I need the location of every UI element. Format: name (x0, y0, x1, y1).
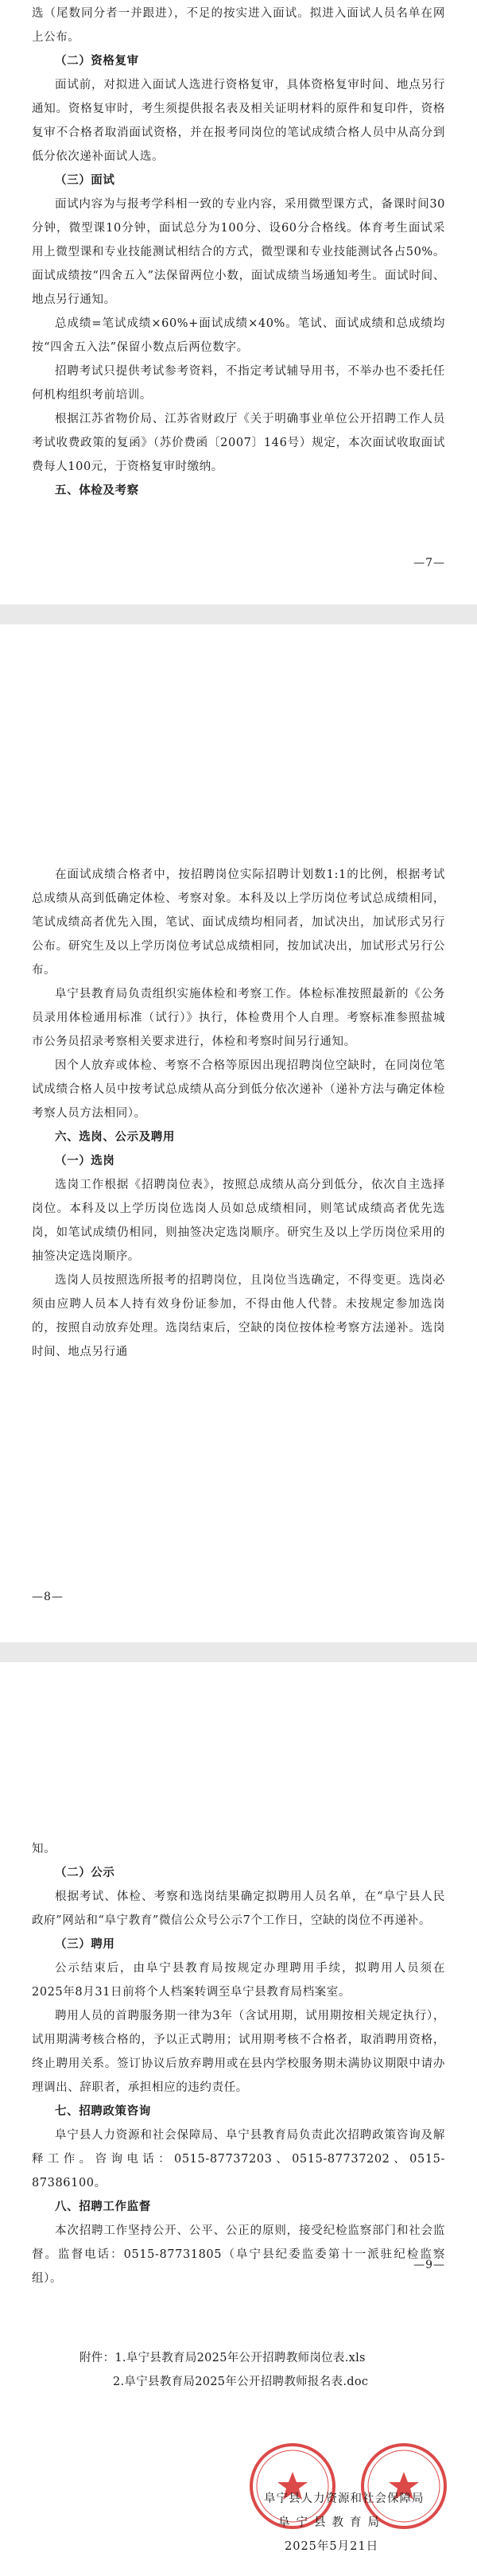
page-8-paragraph: 在面试成绩合格者中，按招聘岗位实际招聘计划数1:1的比例，根据考试总成绩从高到低确定体检、考察对象。本科及以上学历岗位考试总成绩相同，笔试成绩高者优先入围，笔试、面试成绩均相同者，加试决出，加试形式另行公布。研究生及以上学历岗位考试总成绩相同，按加试决出，加试形式另行公布。 (32, 868, 445, 977)
signer-education-bureau: 阜宁县教育局 (278, 2516, 386, 2529)
page-7-body (32, 0, 445, 503)
page-7-paragraph: （二）资格复审 (55, 54, 139, 68)
attachment-2: 2.阜宁县教育局2025年公开招聘教师报名表.doc (113, 2376, 369, 2388)
page-7-paragraph: 面试内容为与报考学科相一致的专业内容，采用微型课方式，备课时间30分钟，微型课10分钟，面试总分为100分、设60分合格线。体育考生面试采用上微型课和专业技能测试相结合的方式，微型课和专业技能测试各占50%。面试成绩按“四舍五入”法保留两位小数，面试成绩当场通知考生。面试时间、地点另行通知。 (32, 198, 445, 306)
page-9-paragraph: 阜宁县人力资源和社会保障局、阜宁县教育局负责此次招聘政策咨询及解释工作。咨询电话：0515-87737203、0515-87737202、0515-87386100。 (32, 2129, 445, 2189)
page-7-paragraph: 总成绩=笔试成绩×60%+面试成绩×40%。笔试、面试成绩和总成绩均按“四舍五入法”保留小数点后两位数字。 (32, 317, 445, 354)
attachment-1: 附件：1.阜宁县教育局2025年公开招聘教师岗位表.xls (80, 2352, 366, 2364)
page-7-paragraph: 面试前，对拟进入面试人选进行资格复审，具体资格复审时间、地点另行通知。资格复审时，考生须提供报名表及相关证明材料的原件和复印件，资格复审不合格者取消面试资格，并在报考同岗位的笔试成绩合格人员中从高分到低分依次递补面试人选。 (32, 79, 445, 163)
page-9-paragraph: （三）聘用 (55, 1937, 115, 1951)
page-8-paragraph: 阜宁县教育局负责组织实施体检和考察工作。体检标准按照最新的《公务员录用体检通用标准（试行）》执行，体检费用个人自理。考察标准参照盐城市公务员招录考察相关要求进行，体检和考察时间另行通知。 (32, 988, 445, 1048)
page-number: —8— (32, 1591, 64, 1603)
page-9-paragraph: （二）公示 (55, 1866, 115, 1879)
page-9-paragraph: 七、招聘政策咨询 (55, 2104, 151, 2118)
page-9-paragraph: 聘用人员的首聘服务期一律为3年（含试用期，试用期按相关规定执行），试用期满考核合格的，予以正式聘用；试用期考核不合格者，取消聘用资格，终止聘用关系。签订协议后放弃聘用或在县内学校服务期未满协议期限中请办理调出、辞职者，承担相应的违约责任。 (32, 2010, 445, 2094)
page-7-paragraph: 五、体检及考察 (55, 484, 139, 497)
page-9-paragraph: 公示结束后，由阜宁县教育局按规定办理聘用手续，拟聘用人员须在2025年8月31日前将个人档案转调至阜宁县教育局档案室。 (32, 1962, 445, 1999)
page-9-paragraph: 八、招聘工作监督 (55, 2200, 151, 2213)
page-9-body (32, 1662, 445, 2290)
page-7-paragraph: 招聘考试只提供考试参考资料，不指定考试辅导用书，不举办也不委托任何机构组织考前培训。 (32, 365, 445, 402)
page-number: —7— (413, 557, 445, 569)
page-8-paragraph: 因个人放弃或体检、考察不合格等原因出现招聘岗位空缺时，在同岗位笔试成绩合格人员中按考试总成绩从高分到低分依次递补（递补方法与确定体检考察人员方法相同）。 (32, 1059, 445, 1120)
document-page-7 (0, 0, 477, 604)
page-9-paragraph: 本次招聘工作坚持公开、公平、公正的原则，接受纪检监察部门和社会监督。监督电话：0515-87731805（阜宁县纪委监委第十一派驻纪检监察组）。 (32, 2224, 445, 2285)
page-number: —9— (413, 2259, 445, 2271)
page-8-paragraph: 选岗工作根据《招聘岗位表》，按照总成绩从高分到低分，依次自主选择岗位。本科及以上学历岗位选岗人员如总成绩相同，则笔试成绩高者优先选岗，如笔试成绩仍相同，则抽签决定选岗顺序。研究生及以上学历岗位采用的抽签决定选岗顺序。 (32, 1179, 445, 1263)
signer-hrss: 阜宁县人力资源和社会保障局 (264, 2492, 425, 2505)
document-page-9 (0, 1662, 477, 2576)
page-7-paragraph: 根据江苏省物价局、江苏省财政厅《关于明确事业单位公开招聘工作人员考试收费政策的复函》（苏价费函〔2007〕146号）规定，本次面试收取面试费每人100元，于资格复审时缴纳。 (32, 413, 445, 473)
page-8-paragraph: （一）选岗 (55, 1154, 115, 1168)
page-8-body (32, 624, 445, 1364)
page-8-paragraph: 选岗人员按照选所报考的招聘岗位，且岗位当选确定，不得变更。选岗必须由应聘人员本人持有效身份证参加，不得由他人代替。未按规定参加选岗的，按照自动放弃处理。选岗结束后，空缺的岗位按体检考察方法递补。选岗时间、地点另行通 (32, 1274, 445, 1358)
page-7-paragraph: （三）面试 (55, 173, 115, 187)
document-page-8 (0, 624, 477, 1642)
page-9-paragraph: 知。 (32, 1843, 56, 1855)
page-7-paragraph: 选（尾数同分者一并跟进），不足的按实进入面试。拟进入面试人员名单在网上公布。 (32, 7, 445, 44)
page-9-paragraph: 根据考试、体检、考察和选岗结果确定拟聘用人员名单，在“阜宁县人民政府”网站和“阜宁教育”微信公众号公示7个工作日，空缺的岗位不再递补。 (32, 1890, 445, 1927)
page-8-paragraph: 六、选岗、公示及聘用 (55, 1130, 175, 1144)
issue-date: 2025年5月21日 (285, 2540, 379, 2553)
